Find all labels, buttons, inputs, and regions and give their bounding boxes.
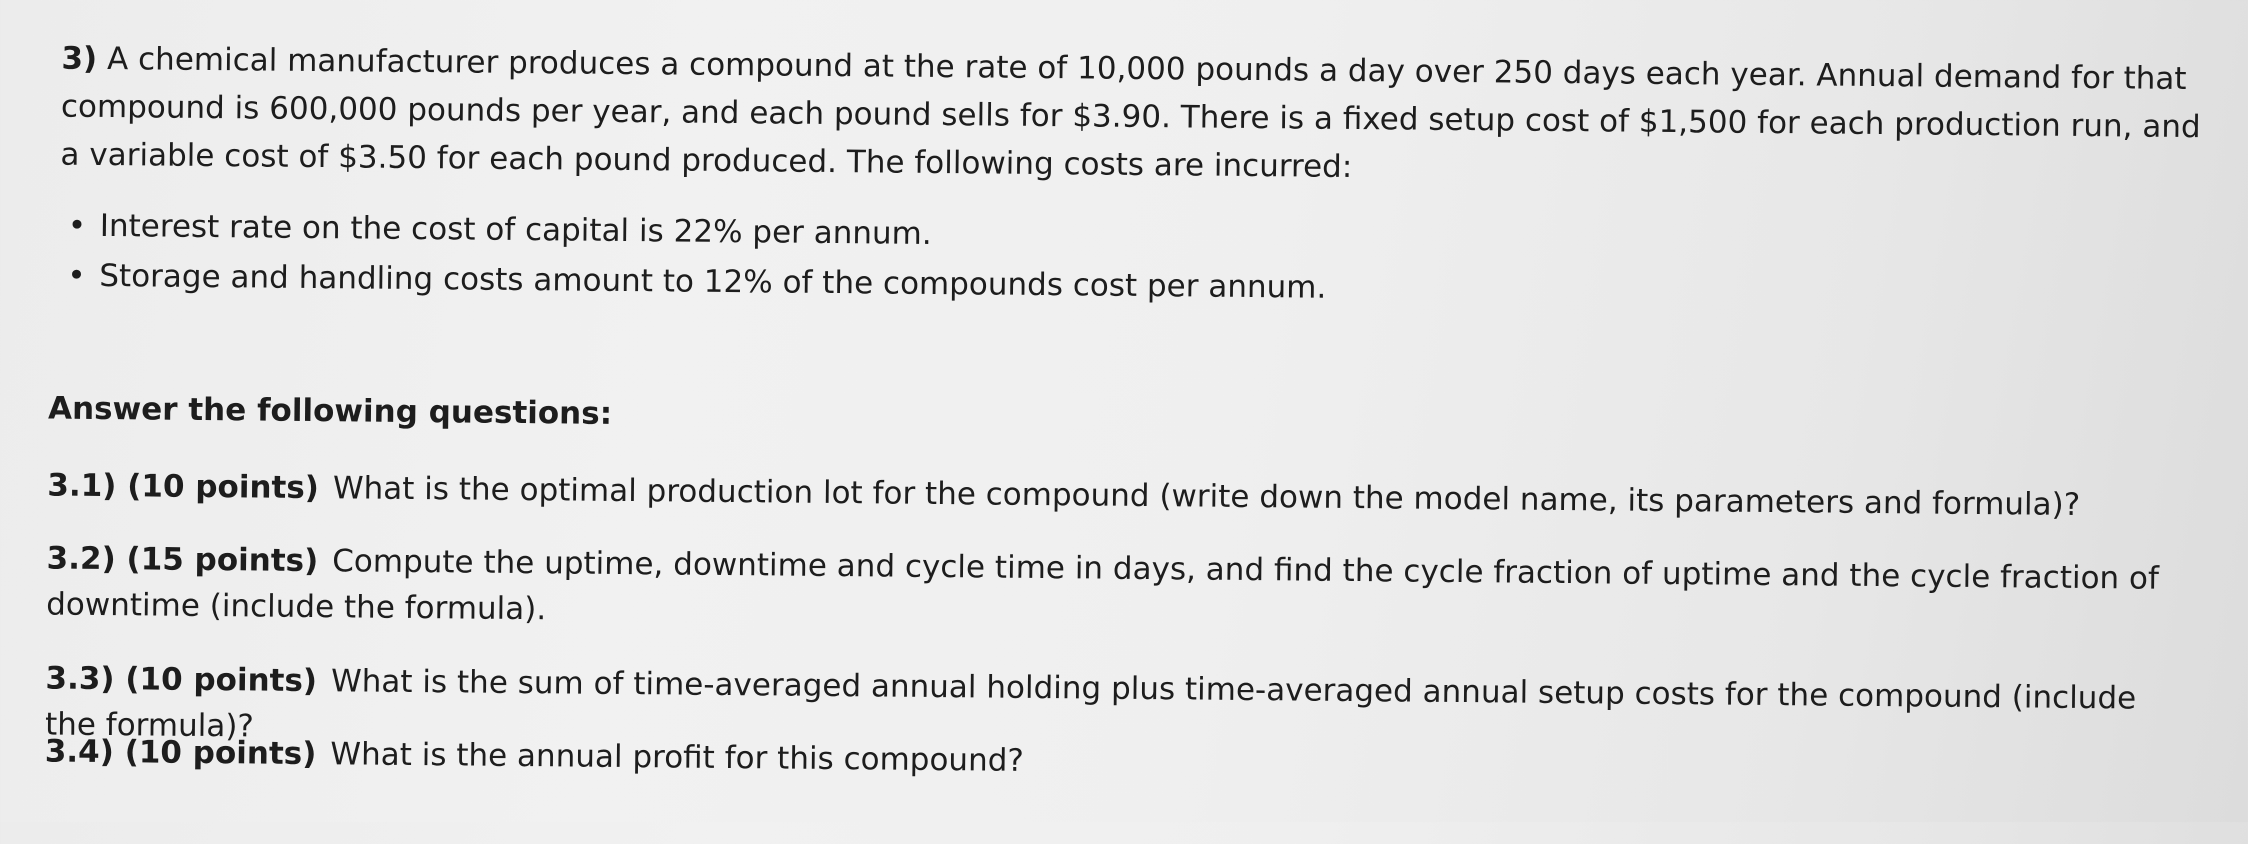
problem-number: 3): [61, 40, 98, 77]
question-label: 3.1) (10 points): [47, 467, 320, 507]
answer-heading: Answer the following questions:: [47, 390, 613, 432]
problem-statement: [60, 35, 2211, 200]
question-text: What is the optimal production lot for the compound (write down the model name, its parameters and formula)?: [332, 470, 2081, 523]
cost-list: [59, 201, 2160, 321]
question-text: Compute the uptime, downtime and cycle time in days, and find the cycle fraction of uptime and the cycle fraction of downtime (include the formula).: [46, 543, 2160, 628]
question-text: What is the sum of time-averaged annual holding plus time-averaged annual setup costs for the compound (include the formula)?: [44, 663, 2137, 745]
question-label: 3.3) (10 points): [45, 660, 318, 700]
bullet-text-storage: Storage and handling costs amount to 12% of the compounds cost per annum.: [99, 257, 1327, 306]
question-label: 3.2) (15 points): [46, 540, 319, 580]
question-text: What is the annual profit for this compound?: [330, 736, 1025, 779]
question-label: 3.4) (10 points): [44, 733, 317, 773]
question-3-2: [46, 535, 2197, 648]
bullet-icon: •: [67, 207, 87, 244]
problem-text: A chemical manufacturer produces a compound at the rate of 10,000 pounds a day over 250 days each year. Annual demand for that compound is 600,000 pounds per year, and each pound sells for $3.90. There is a fixed setup cost of $1,500 for each production run, and a variable cost of $3.50 for each pound produced. The following costs are incurred:: [60, 41, 2201, 185]
bullet-text-interest: Interest rate on the cost of capital is 22% per annum.: [99, 207, 932, 252]
bullet-icon: •: [67, 257, 86, 294]
question-3-1: [47, 462, 2197, 529]
